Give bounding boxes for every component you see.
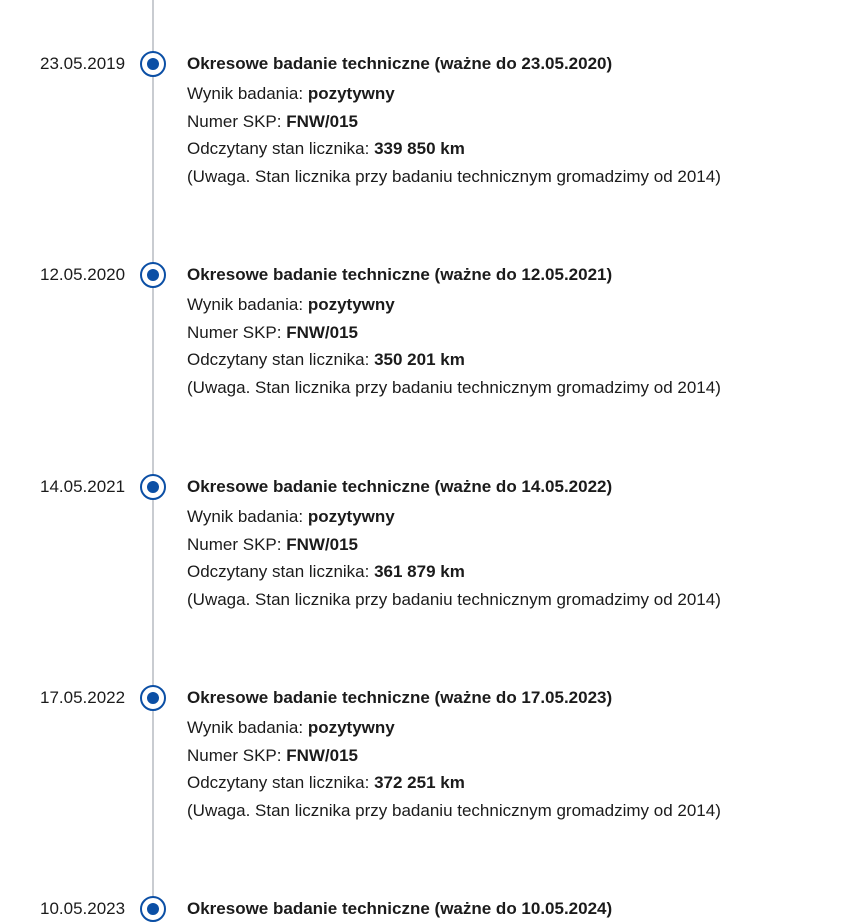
odometer-label: Odczytany stan licznika: — [187, 139, 370, 158]
odometer-label: Odczytany stan licznika: — [187, 773, 370, 792]
odometer-label: Odczytany stan licznika: — [187, 350, 370, 369]
skp-value: FNW/015 — [286, 111, 359, 131]
skp-label: Numer SKP: — [187, 111, 282, 131]
result-value: pozytywny — [307, 507, 395, 526]
odometer-value: 350 201 km — [374, 350, 465, 369]
odometer-value: 361 879 km — [374, 562, 465, 581]
skp-value: FNW/015 — [286, 322, 359, 342]
timeline-dot-icon — [140, 51, 166, 77]
entry-date: 12.05.2020 — [40, 265, 126, 284]
odometer-note: (Uwaga. Stan licznika przy badaniu technicznym gromadzimy od 2014) — [187, 166, 721, 186]
result-line — [187, 714, 721, 742]
result-line — [187, 80, 721, 108]
skp-line — [187, 319, 721, 347]
result-label: Wynik badania: — [187, 84, 304, 103]
entry-details — [187, 80, 721, 190]
result-label: Wynik badania: — [187, 718, 304, 737]
entry-details — [187, 714, 721, 824]
entry-date: 23.05.2019 — [40, 54, 126, 73]
timeline-dot-icon — [140, 896, 166, 922]
result-line — [187, 503, 721, 531]
odometer-note: (Uwaga. Stan licznika przy badaniu technicznym gromadzimy od 2014) — [187, 589, 721, 609]
entry-title: Okresowe badanie techniczne (ważne do 17.05.2023) — [187, 688, 613, 707]
entry-title: Okresowe badanie techniczne (ważne do 12.05.2021) — [187, 265, 613, 284]
skp-line — [187, 531, 721, 559]
odometer-line — [187, 346, 721, 374]
skp-label: Numer SKP: — [187, 322, 282, 342]
timeline-dot-icon — [140, 685, 166, 711]
entry-date: 17.05.2022 — [40, 688, 126, 707]
result-value: pozytywny — [307, 84, 395, 103]
entry-title: Okresowe badanie techniczne (ważne do 14.05.2022) — [187, 477, 613, 496]
timeline-dot-icon — [140, 474, 166, 500]
result-value: pozytywny — [307, 718, 395, 737]
skp-value: FNW/015 — [286, 745, 359, 765]
timeline-dot-icon — [140, 262, 166, 288]
entry-date: 10.05.2023 — [40, 899, 126, 918]
entry-title: Okresowe badanie techniczne (ważne do 23.05.2020) — [187, 54, 613, 73]
entry-date: 14.05.2021 — [40, 477, 126, 496]
skp-line — [187, 742, 721, 770]
odometer-line — [187, 135, 721, 163]
odometer-note: (Uwaga. Stan licznika przy badaniu technicznym gromadzimy od 2014) — [187, 800, 721, 820]
odometer-note: (Uwaga. Stan licznika przy badaniu technicznym gromadzimy od 2014) — [187, 377, 721, 397]
timeline-line — [152, 0, 154, 922]
odometer-label: Odczytany stan licznika: — [187, 562, 370, 581]
odometer-line — [187, 558, 721, 586]
skp-value: FNW/015 — [286, 534, 359, 554]
skp-label: Numer SKP: — [187, 534, 282, 554]
result-label: Wynik badania: — [187, 507, 304, 526]
skp-label: Numer SKP: — [187, 745, 282, 765]
odometer-value: 372 251 km — [374, 773, 465, 792]
entry-details — [187, 503, 721, 613]
odometer-line — [187, 769, 721, 797]
entry-title: Okresowe badanie techniczne (ważne do 10.05.2024) — [187, 899, 613, 918]
result-value: pozytywny — [307, 295, 395, 314]
entry-details — [187, 291, 721, 401]
result-line — [187, 291, 721, 319]
odometer-value: 339 850 km — [374, 139, 465, 158]
result-label: Wynik badania: — [187, 295, 304, 314]
skp-line — [187, 108, 721, 136]
